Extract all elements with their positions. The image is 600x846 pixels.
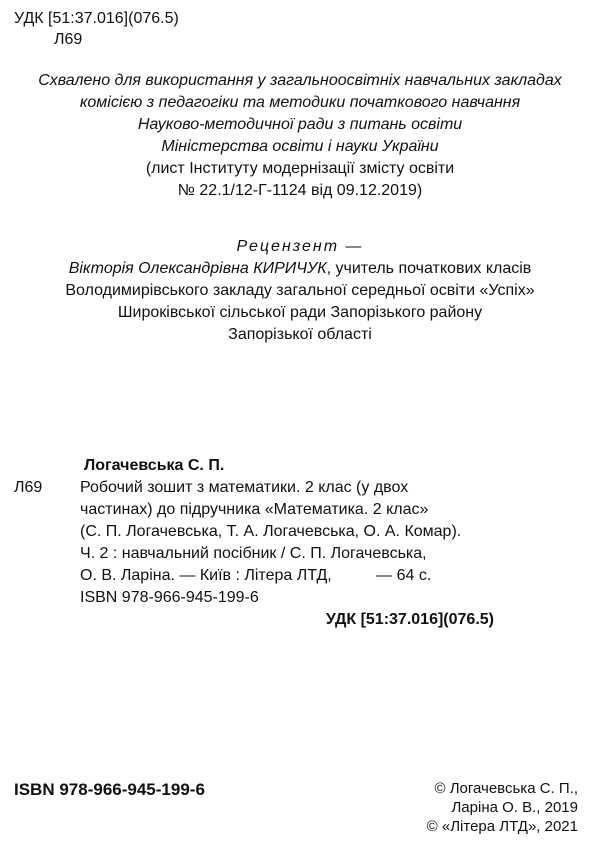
copyright-line-3: © «Літера ЛТД», 2021 [426, 818, 578, 835]
biblio-code: Л69 [14, 479, 43, 496]
udc-header [14, 8, 179, 50]
biblio-author: Логачевська С. П. [84, 457, 225, 474]
approval-line-5: (лист Інституту модернізації змісту освіти [145, 160, 455, 177]
author-mark: Л69 [54, 31, 83, 48]
biblio-text-3: (С. П. Логачевська, Т. А. Логачевська, О. А. Комар). [80, 523, 462, 540]
biblio-text-1: Робочий зошит з математики. 2 клас (у двох [80, 479, 409, 496]
biblio-row-5 [14, 565, 494, 587]
biblio-row-1 [14, 477, 494, 499]
biblio-row-4 [14, 543, 494, 565]
copyright-block [378, 779, 578, 836]
copyright-line-2: Ларіна О. В., 2019 [451, 799, 578, 816]
biblio-text-2: частинах) до підручника «Математика. 2 клас» [80, 501, 429, 518]
bibliographic-entry [14, 455, 494, 631]
reviewer-name: Вікторія Олександрівна КИРИЧУК [68, 260, 327, 277]
reviewer-title: Рецензент — [236, 238, 364, 255]
approval-line-4: Міністерства освіти і науки України [161, 138, 439, 155]
approval-line-3: Науково-методичної ради з питань освіти [137, 116, 463, 133]
udc-code: УДК [51:37.016](076.5) [14, 10, 179, 27]
approval-line-6: № 22.1/12-Г-1124 від 09.12.2019) [177, 182, 423, 199]
reviewer-line-2: Володимирівського закладу загальної середньої освіти «Успіх» [65, 282, 535, 299]
reviewer-line-1 [0, 258, 600, 280]
approval-line-1: Схвалено для використання у загальноосвітніх навчальних закладах [38, 72, 562, 89]
reviewer-block [0, 236, 600, 346]
approval-line-2: комісією з педагогіки та методики початкового навчання [79, 94, 521, 111]
reviewer-line-3: Широківської сільської ради Запорізького району [117, 304, 483, 321]
biblio-row-2 [14, 499, 494, 521]
biblio-udc: УДК [51:37.016](076.5) [325, 611, 494, 628]
biblio-row-3 [14, 521, 494, 543]
footer-isbn: ISBN 978-966-945-199-6 [14, 780, 205, 799]
reviewer-position: , учитель початкових класів [326, 260, 532, 277]
reviewer-line-4: Запорізької області [228, 326, 372, 343]
approval-block [0, 70, 600, 202]
biblio-text-4: Ч. 2 : навчальний посібник / С. П. Логачевська, [80, 545, 427, 562]
biblio-text-5: О. В. Ларіна. — Київ : Літера ЛТД, — 64 с. [80, 567, 432, 584]
biblio-isbn: ISBN 978-966-945-199-6 [80, 589, 259, 606]
copyright-line-1: © Логачевська С. П., [434, 780, 578, 797]
